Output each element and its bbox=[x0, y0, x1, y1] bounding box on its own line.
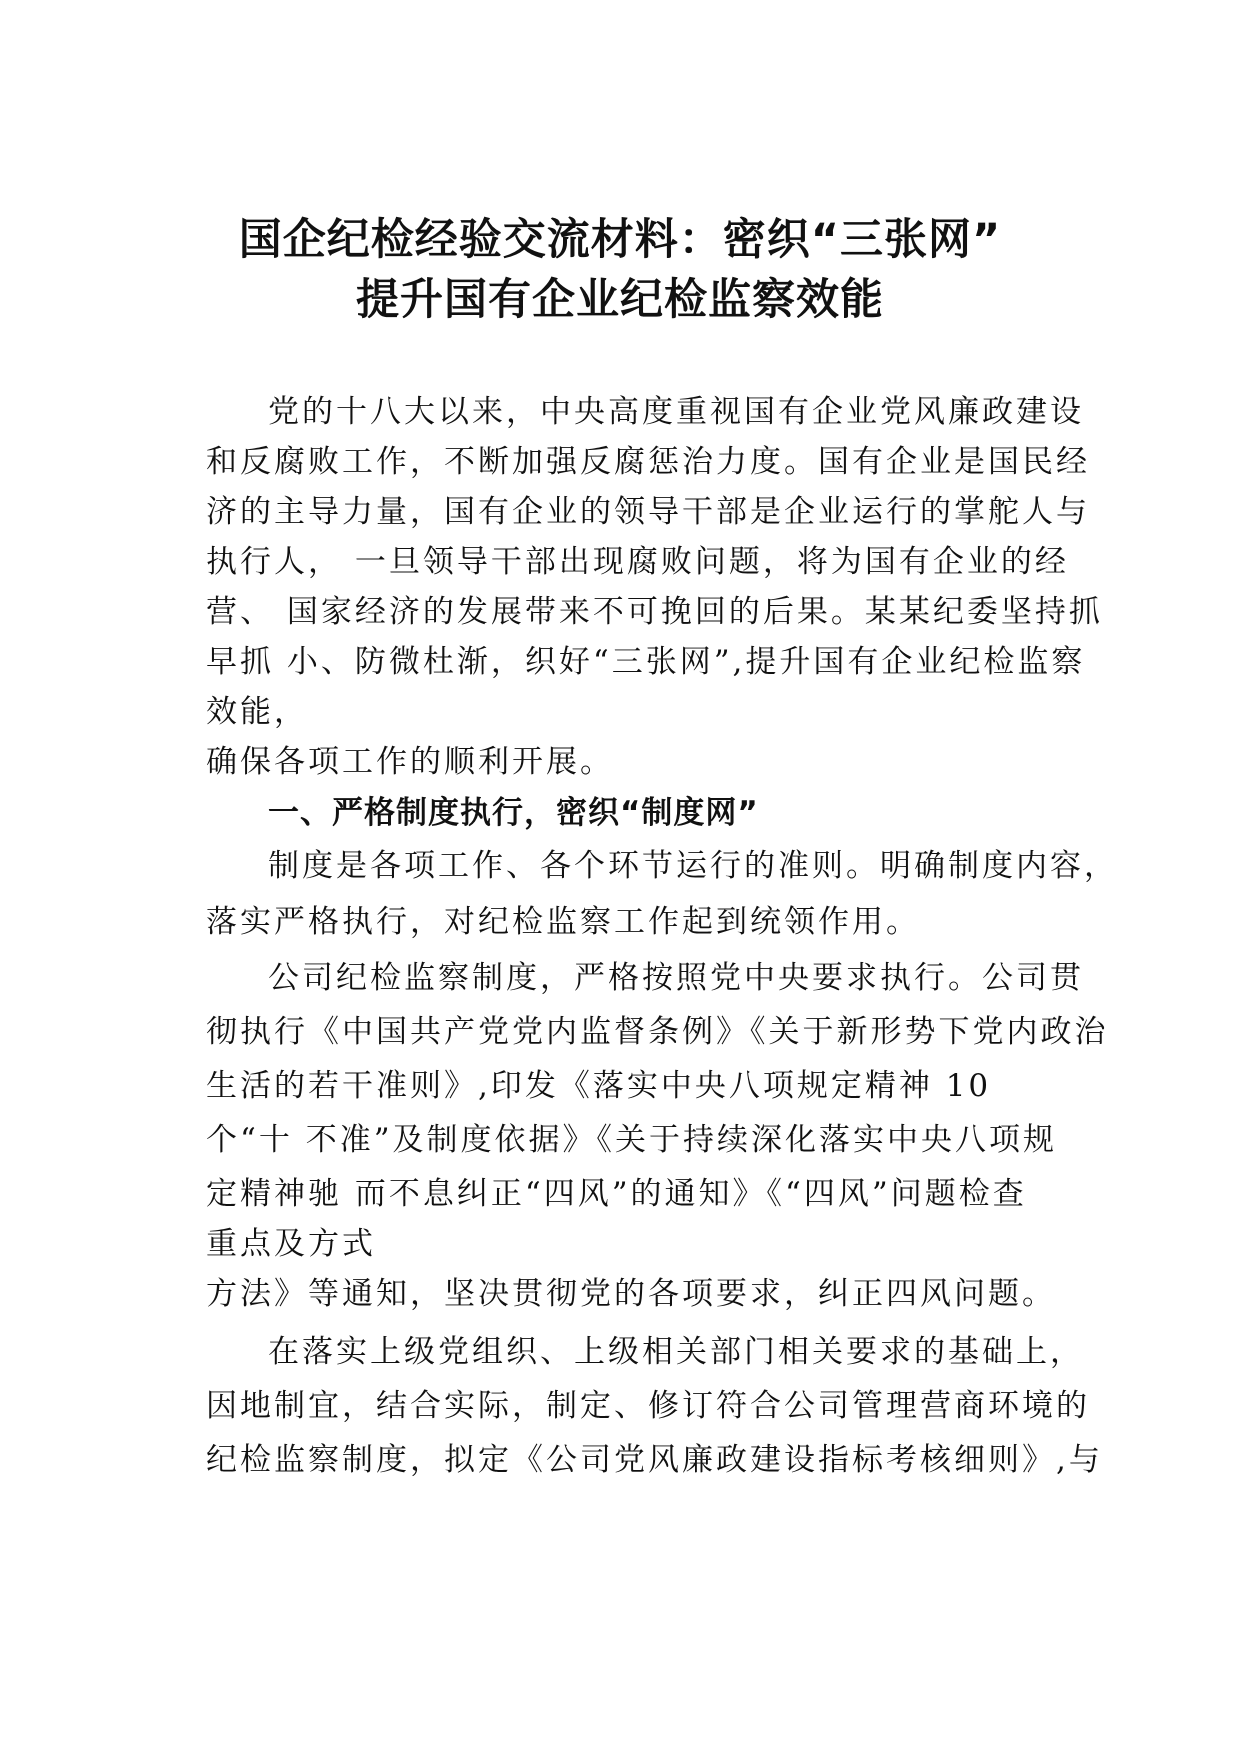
body-line: 方法》等通知，坚决贯彻党的各项要求，纠正四风问题。 bbox=[206, 1276, 1056, 1312]
body-line: 个“十 不准”及制度依据》《关于持续深化落实中央八项规 bbox=[206, 1122, 1058, 1158]
body-line: 彻执行《中国共产党党内监督条例》《关于新形势下党内政治 bbox=[206, 1014, 1109, 1050]
body-line: 因地制宜，结合实际，制定、修订符合公司管理营商环境的 bbox=[206, 1388, 1090, 1424]
body-line: 济的主导力量，国有企业的领导干部是企业运行的掌舵人与 bbox=[206, 494, 1090, 530]
document-title-line-1: 国企纪检经验交流材料：密织“三张网” bbox=[238, 215, 1002, 265]
body-line: 早抓 小、防微杜渐，织好“三张网”,提升国有企业纪检监察 bbox=[206, 644, 1086, 680]
body-line: 生活的若干准则》,印发《落实中央八项规定精神 10 bbox=[206, 1068, 992, 1104]
body-line: 执行人， 一旦领导干部出现腐败问题，将为国有企业的经 bbox=[206, 544, 1069, 580]
body-line: 落实严格执行，对纪检监察工作起到统领作用。 bbox=[206, 904, 920, 940]
body-line: 公司纪检监察制度，严格按照党中央要求执行。公司贯 bbox=[268, 960, 1084, 996]
document-title-line-2: 提升国有企业纪检监察效能 bbox=[356, 275, 884, 325]
body-line: 效能， bbox=[206, 694, 308, 730]
body-line: 和反腐败工作，不断加强反腐惩治力度。国有企业是国民经 bbox=[206, 444, 1090, 480]
body-line: 定精神驰 而不息纠正“四风”的通知》《“四风”问题检查 bbox=[206, 1176, 1027, 1212]
body-line: 重点及方式 bbox=[206, 1226, 376, 1262]
body-line: 纪检监察制度，拟定《公司党风廉政建设指标考核细则》,与 bbox=[206, 1442, 1103, 1478]
body-line: 确保各项工作的顺利开展。 bbox=[206, 744, 614, 780]
body-line: 在落实上级党组织、上级相关部门相关要求的基础上， bbox=[268, 1334, 1084, 1370]
body-line: 党的十八大以来，中央高度重视国有企业党风廉政建设 bbox=[268, 394, 1084, 430]
body-line: 制度是各项工作、各个环节运行的准则。明确制度内容， bbox=[268, 848, 1118, 884]
section-heading: 一、严格制度执行，密织“制度网” bbox=[268, 795, 759, 831]
body-line: 营、 国家经济的发展带来不可挽回的后果。某某纪委坚持抓 bbox=[206, 594, 1103, 630]
